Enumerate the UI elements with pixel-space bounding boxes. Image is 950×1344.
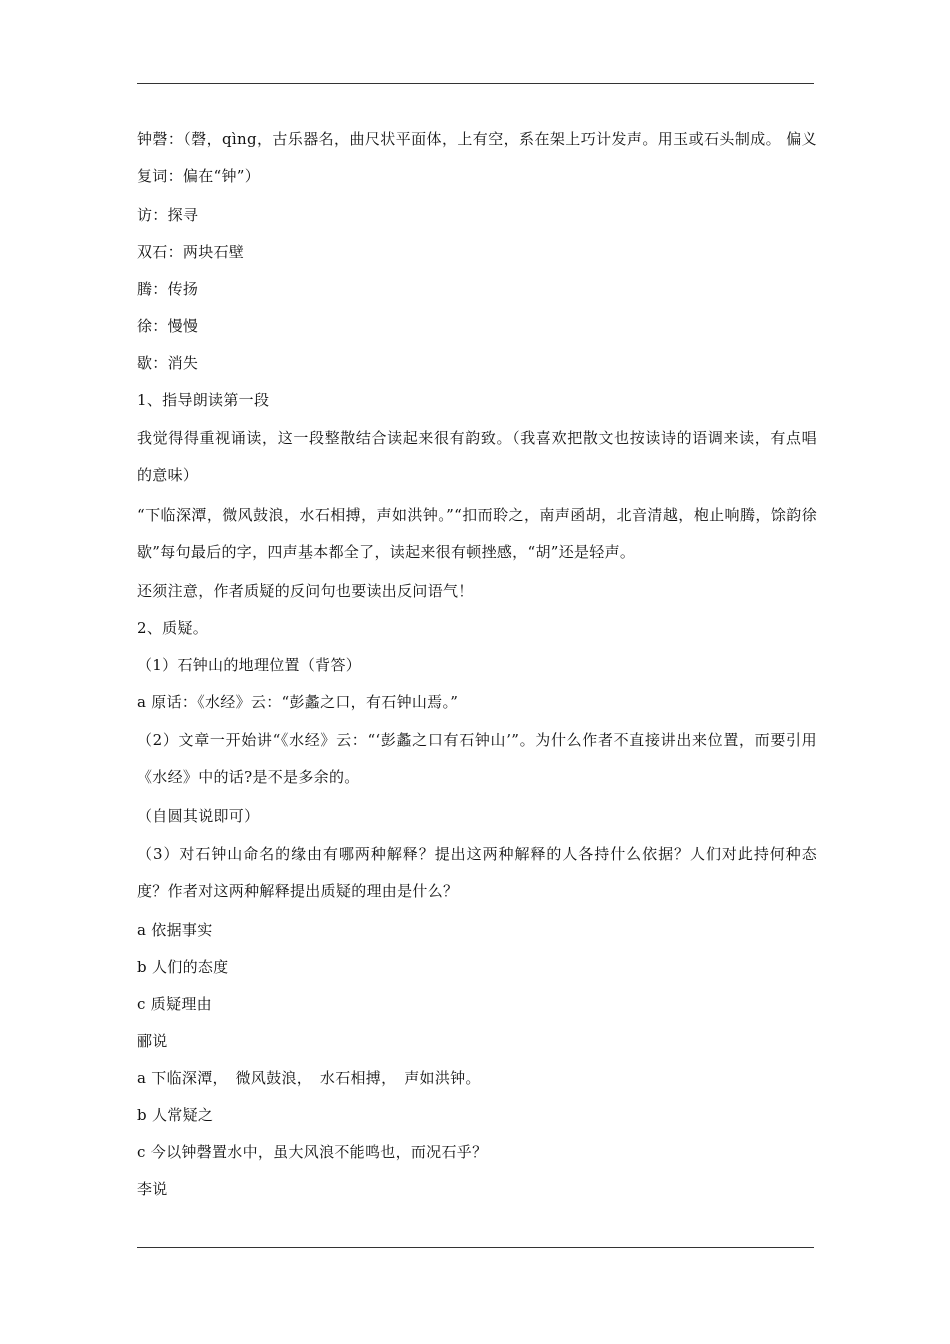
li-item-c: c 今以钟磬置水中，虽大风浪不能鸣也，而况石乎？ <box>137 1143 488 1161</box>
document-body <box>137 121 817 1209</box>
question-3: （3）对石钟山命名的缘由有哪两种解释？提出这两种解释的人各持什么依据？人们对此持何种态度？作者对这两种解释提出质疑的理由是什么？ <box>137 845 817 900</box>
li-item-b: b 人常疑之 <box>137 1106 214 1124</box>
paragraph-xie: 歇：消失 <box>137 354 199 372</box>
answer-1a: a 原话：《水经》云：“彭蠡之口，有石钟山焉。” <box>137 693 459 711</box>
question-2: （2）文章一开始讲“《水经》云：“‘彭蠡之口有石钟山’”。为什么作者不直接讲出来位置，而要引用《水经》中的话?是不是多余的。 <box>137 731 817 786</box>
item-b-attitude: b 人们的态度 <box>137 958 229 976</box>
heading-li-bo: 李说 <box>137 1180 168 1198</box>
paragraph-recitation: 我觉得得重视诵读，这一段整散结合读起来很有韵致。（我喜欢把散文也按读诗的语调来读，有点唱的意味） <box>137 429 817 484</box>
item-c-reason: c 质疑理由 <box>137 995 212 1013</box>
paragraph-zhongqing: 钟磬：（磬，qìng，古乐器名，曲尺状平面体，上有空，系在架上巧计发声。用玉或石头制成。 偏义复词：偏在“钟”） <box>137 130 817 185</box>
heading-question: 2、质疑。 <box>137 619 209 637</box>
question-1: （1）石钟山的地理位置（背答） <box>137 656 362 674</box>
answer-2: （自圆其说即可） <box>137 807 260 825</box>
paragraph-rhetorical-note: 还须注意，作者质疑的反问句也要读出反问语气！ <box>137 582 474 600</box>
paragraph-shuangshi: 双石：两块石壁 <box>137 243 245 261</box>
paragraph-fang: 访：探寻 <box>137 206 199 224</box>
header-rule <box>137 83 814 84</box>
paragraph-teng: 腾：传扬 <box>137 280 199 298</box>
paragraph-quote-tones: “下临深潭，微风鼓浪，水石相搏，声如洪钟。”“扣而聆之，南声函胡，北音清越，枹止响腾，馀韵徐歇”每句最后的字，四声基本都全了，读起来很有顿挫感，“胡”还是轻声。 <box>137 506 817 561</box>
item-a-basis: a 依据事实 <box>137 921 213 939</box>
paragraph-xu: 徐：慢慢 <box>137 317 199 335</box>
footer-rule <box>137 1247 814 1248</box>
li-item-a: a 下临深潭， 微风鼓浪， 水石相搏， 声如洪钟。 <box>137 1069 481 1087</box>
heading-li-daoyuan: 郦说 <box>137 1032 168 1050</box>
heading-guide-reading: 1、指导朗读第一段 <box>137 391 270 409</box>
